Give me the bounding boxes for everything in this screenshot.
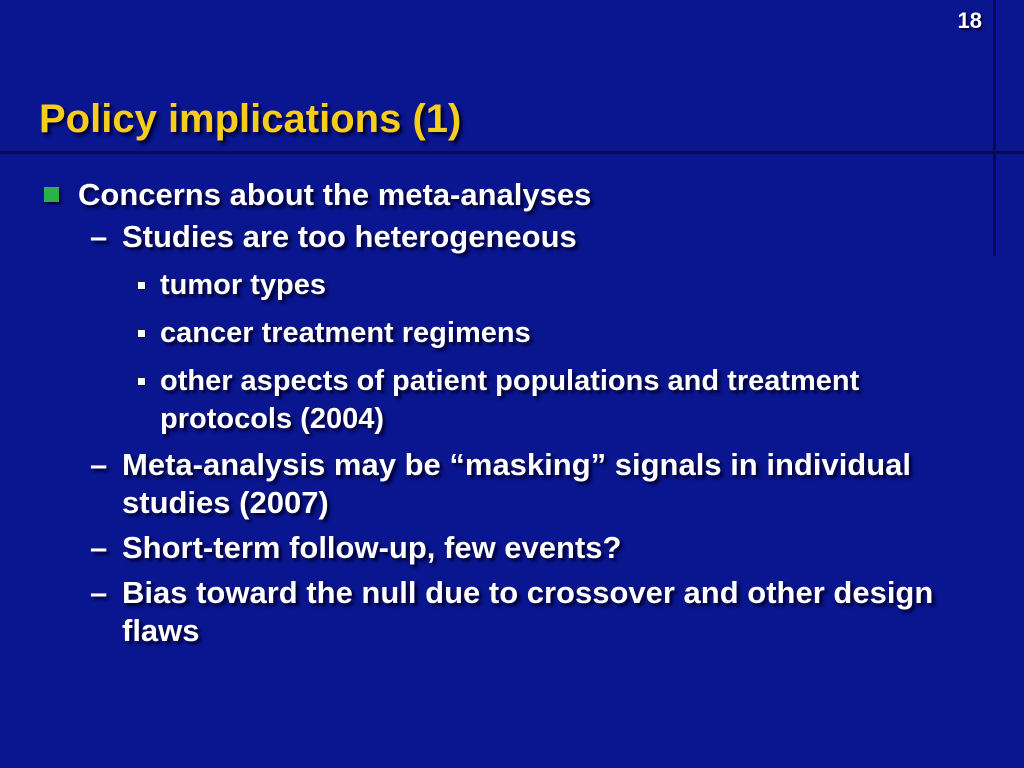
- bullet-text: cancer treatment regimens: [160, 317, 531, 349]
- bullet-level3: [0, 314, 1024, 352]
- small-square-bullet-icon: [138, 378, 145, 385]
- page-number: 18: [957, 8, 982, 33]
- small-square-bullet-icon: [138, 330, 145, 337]
- bullet-level2: [0, 529, 1024, 567]
- bullet-text: Concerns about the meta-analyses: [78, 177, 592, 212]
- slide-title: Policy implications (1): [39, 97, 462, 141]
- bullet-level2: [0, 574, 1024, 650]
- bullet-text: Studies are too heterogeneous: [122, 219, 577, 254]
- small-square-bullet-icon: [138, 282, 145, 289]
- bullet-level1: [0, 172, 1024, 218]
- bullet-level3: [0, 266, 1024, 304]
- bullet-text: other aspects of patient populations and treatment protocols (2004): [160, 365, 860, 435]
- slide-content: [0, 172, 1024, 650]
- square-bullet-icon: [44, 187, 59, 202]
- bullet-level2: [0, 446, 1024, 522]
- dash-marker: –: [90, 575, 108, 610]
- bullet-text: tumor types: [160, 269, 326, 301]
- dash-marker: –: [90, 219, 108, 254]
- bullet-level3: [0, 362, 1024, 438]
- bullet-text: Bias toward the null due to crossover and other design flaws: [122, 575, 934, 648]
- bullet-text: Short-term follow-up, few events?: [122, 530, 622, 565]
- bullet-text: Meta-analysis may be “masking” signals in individual studies (2007): [122, 447, 912, 520]
- dash-marker: –: [90, 447, 108, 482]
- bullet-level2: [0, 218, 1024, 256]
- title-divider: [0, 151, 1024, 154]
- dash-marker: –: [90, 530, 108, 565]
